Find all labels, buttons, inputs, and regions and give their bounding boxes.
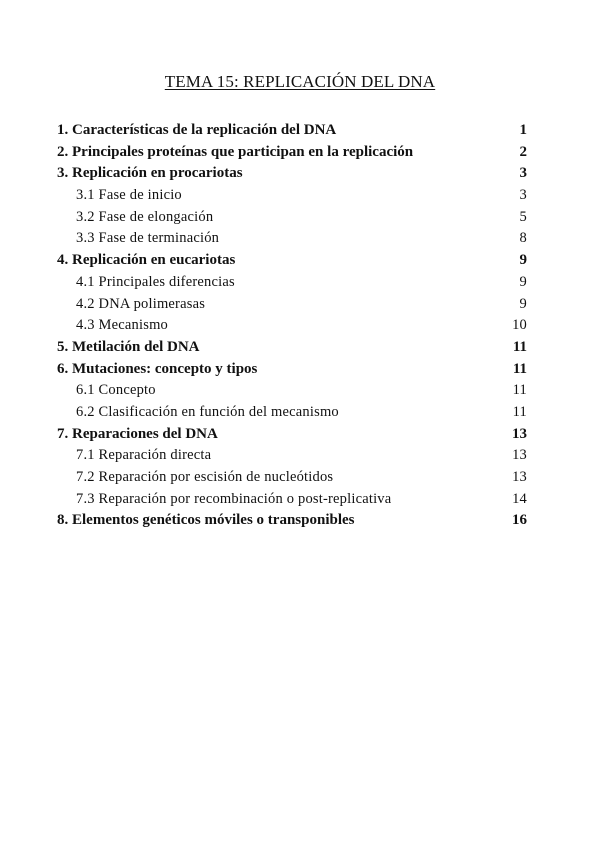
- toc-entry-text: 4.1 Principales diferencias: [76, 273, 235, 290]
- toc-page-number: 11: [512, 360, 527, 377]
- toc-subsection-row: [57, 228, 527, 250]
- toc-section-row: [57, 142, 527, 164]
- toc-entry-text: 7.1 Reparación directa: [76, 447, 212, 464]
- toc-section-row: [57, 120, 527, 142]
- toc-page-number: 13: [512, 469, 527, 485]
- toc-subsection-row: [57, 272, 527, 294]
- toc-subsection-row: [57, 467, 527, 489]
- toc-subsection-row: [57, 380, 527, 402]
- toc-subsection-row: [57, 445, 527, 467]
- toc-entry-text: 4.2 DNA polimerasas: [76, 295, 206, 312]
- toc-section-row: [57, 510, 527, 532]
- toc-page-number: 11: [512, 403, 527, 420]
- toc-entry-text: 8. Elementos genéticos móviles o transponibles: [57, 512, 355, 529]
- toc-page-number: 3: [519, 187, 527, 204]
- toc-subsection-row: [57, 489, 527, 511]
- toc-entry-text: 5. Metilación del DNA: [57, 338, 200, 355]
- toc-entry-text: 6.1 Concepto: [76, 382, 156, 399]
- toc-entry-text: 3.3 Fase de terminación: [76, 230, 220, 247]
- toc-page-number: 2: [519, 143, 527, 160]
- toc-subsection-row: [57, 315, 527, 337]
- toc-page-number: 8: [519, 230, 527, 247]
- toc-section-row: [57, 250, 527, 272]
- toc-section-row: [57, 424, 527, 446]
- toc-section-row: [57, 359, 527, 381]
- toc-page-number: 10: [512, 317, 527, 334]
- toc-entry-text: 6.2 Clasificación en función del mecanismo: [76, 403, 339, 420]
- toc-entry-text: 3.1 Fase de inicio: [76, 187, 182, 204]
- toc-page-number: 9: [519, 295, 527, 312]
- toc-page-number: 9: [519, 252, 527, 269]
- toc-section-row: [57, 337, 527, 359]
- toc-entry-text: 7. Reparaciones del DNA: [57, 425, 218, 442]
- toc-subsection-row: [57, 207, 527, 229]
- toc-entry-text: 4. Replicación en eucariotas: [57, 252, 236, 269]
- toc-subsection-row: [57, 185, 527, 207]
- toc-entry-text: 7.2 Reparación por escisión de nucleótidos: [76, 469, 334, 485]
- toc-entry-text: 4.3 Mecanismo: [76, 317, 169, 334]
- toc-page-number: 3: [519, 165, 527, 182]
- toc-page-number: 13: [512, 425, 527, 442]
- toc-subsection-row: [57, 402, 527, 424]
- page-title: TEMA 15: REPLICACIÓN DEL DNA: [164, 72, 436, 91]
- toc-page-number: 13: [512, 447, 527, 464]
- toc-entry-text: 7.3 Reparación por recombinación o post-replicativa: [76, 490, 392, 507]
- toc-entry-text: 6. Mutaciones: concepto y tipos: [57, 360, 258, 377]
- toc-page-number: 9: [519, 273, 527, 290]
- toc-section-row: [57, 163, 527, 185]
- toc-subsection-row: [57, 294, 527, 316]
- toc-entry-text: 1. Características de la replicación del DNA: [57, 122, 337, 138]
- toc-entry-text: 3. Replicación en procariotas: [57, 165, 243, 182]
- toc-entry-text: 3.2 Fase de elongación: [76, 208, 214, 225]
- toc-page-number: 16: [512, 512, 527, 529]
- table-of-contents: [57, 120, 527, 532]
- toc-page-number: 11: [512, 338, 527, 355]
- toc-page-number: 14: [512, 490, 527, 507]
- toc-page-number: 1: [519, 122, 527, 138]
- toc-entry-text: 2. Principales proteínas que participan en la replicación: [57, 143, 414, 160]
- toc-page-number: 5: [519, 208, 527, 225]
- toc-page-number: 11: [512, 382, 527, 399]
